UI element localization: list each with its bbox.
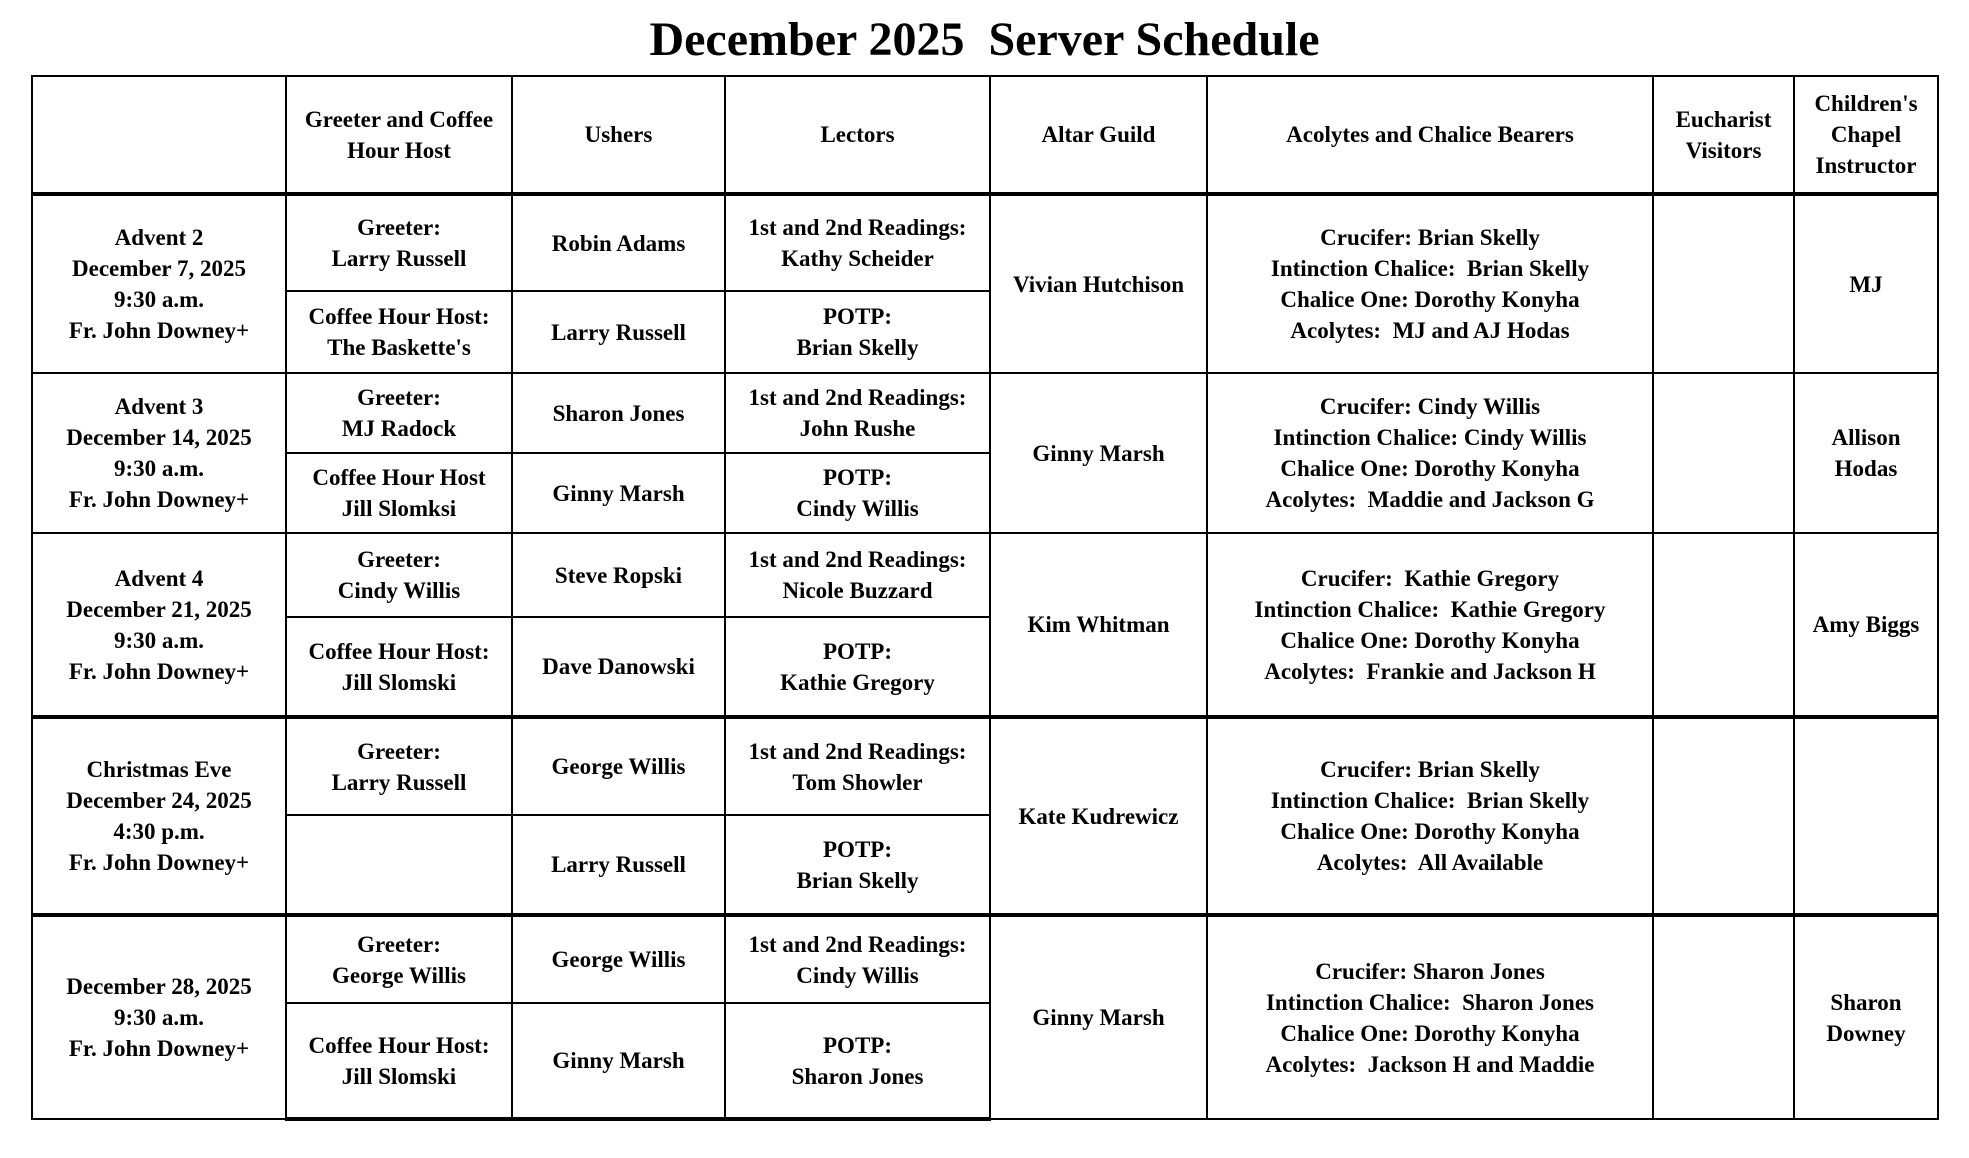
eucharist-cell <box>1653 717 1794 915</box>
acolyte-line: Acolytes: Frankie and Jackson H <box>1264 658 1596 684</box>
service-line: 9:30 a.m. <box>113 456 205 481</box>
schedule-row <box>32 194 1938 291</box>
altar-guild-cell: Kim Whitman <box>990 533 1207 717</box>
service-line: December 14, 2025 <box>66 425 252 450</box>
eucharist-cell <box>1653 915 1794 1119</box>
usher-cell: Robin Adams <box>512 194 725 291</box>
potp-line: Sharon Jones <box>791 1063 924 1089</box>
potp-line: Cindy Willis <box>796 496 919 521</box>
chapel-cell <box>1794 533 1938 717</box>
schedule-row <box>32 373 1938 453</box>
altar-guild-cell: Ginny Marsh <box>990 373 1207 533</box>
potp-cell <box>725 617 990 717</box>
acolyte-line: Chalice One: Dorothy Konyha <box>1280 287 1580 312</box>
chapel-cell <box>1794 717 1938 915</box>
service-line: Advent 4 <box>114 565 204 591</box>
potp-line: POTP: <box>823 836 892 862</box>
reading-line: Tom Showler <box>792 769 923 795</box>
coffee-host-cell <box>286 815 512 915</box>
service-line: 9:30 a.m. <box>113 627 205 653</box>
chapel-line: Allison <box>1831 425 1901 450</box>
potp-line: Kathie Gregory <box>780 669 935 695</box>
altar-guild-cell: Vivian Hutchison <box>990 194 1207 373</box>
header-text: Instructor <box>1815 153 1917 178</box>
chapel-line: Amy Biggs <box>1812 612 1920 637</box>
coffee-host-cell <box>286 617 512 717</box>
acolyte-line: Acolytes: Maddie and Jackson G <box>1265 487 1595 512</box>
chapel-cell <box>1794 373 1938 533</box>
potp-cell <box>725 1003 990 1119</box>
acolyte-line: Intinction Chalice: Brian Skelly <box>1270 788 1590 813</box>
service-line: Fr. John Downey+ <box>68 487 250 512</box>
eucharist-cell <box>1653 194 1794 373</box>
acolyte-line: Intinction Chalice: Brian Skelly <box>1270 256 1590 281</box>
service-line: 4:30 p.m. <box>113 819 205 844</box>
usher-cell: George Willis <box>512 915 725 1003</box>
service-cell <box>32 373 286 533</box>
usher-cell: Dave Danowski <box>512 617 725 717</box>
potp-line: POTP: <box>823 304 892 329</box>
header-row <box>32 76 1938 194</box>
acolyte-line: Chalice One: Dorothy Konyha <box>1280 819 1580 844</box>
acolyte-line: Chalice One: Dorothy Konyha <box>1280 1020 1580 1046</box>
acolyte-line: Acolytes: MJ and AJ Hodas <box>1290 318 1570 343</box>
acolyte-line: Intinction Chalice: Cindy Willis <box>1273 425 1587 450</box>
acolyte-line: Intinction Chalice: Sharon Jones <box>1265 989 1594 1015</box>
reading-line: John Rushe <box>799 416 916 441</box>
reading-line: 1st and 2nd Readings: <box>748 931 967 957</box>
potp-line: POTP: <box>823 638 892 664</box>
coffee-host-cell <box>286 453 512 533</box>
header-lectors: Lectors <box>725 76 990 194</box>
greeter-cell <box>286 533 512 617</box>
usher-cell: Ginny Marsh <box>512 1003 725 1119</box>
header-text: Chapel <box>1830 122 1902 147</box>
greeter-line: Greeter: <box>357 547 441 572</box>
coffee-host-cell <box>286 291 512 373</box>
service-cell <box>32 717 286 915</box>
acolytes-cell <box>1207 717 1653 915</box>
potp-line: POTP: <box>823 1032 892 1058</box>
coffee-host-cell <box>286 1003 512 1119</box>
reading-cell <box>725 373 990 453</box>
reading-line: Kathy Scheider <box>781 246 934 271</box>
schedule-body <box>32 194 1938 1119</box>
chapel-cell <box>1794 194 1938 373</box>
coffee-line: Coffee Hour Host <box>312 465 486 490</box>
greeter-line: George Willis <box>332 962 466 988</box>
greeter-line: Greeter: <box>357 738 441 764</box>
acolyte-line: Acolytes: All Available <box>1316 850 1544 875</box>
acolytes-cell <box>1207 373 1653 533</box>
acolyte-line: Chalice One: Dorothy Konyha <box>1280 627 1580 653</box>
reading-line: 1st and 2nd Readings: <box>748 215 967 240</box>
header-text: Visitors <box>1685 137 1762 163</box>
potp-line: POTP: <box>823 465 892 490</box>
service-line: Fr. John Downey+ <box>68 1036 250 1061</box>
acolyte-line: Crucifer: Brian Skelly <box>1320 757 1540 782</box>
service-cell <box>32 915 286 1119</box>
acolyte-line: Acolytes: Jackson H and Maddie <box>1265 1051 1595 1077</box>
altar-guild-cell: Kate Kudrewicz <box>990 717 1207 915</box>
chapel-line: Downey <box>1826 1020 1906 1046</box>
coffee-line: Jill Slomksi <box>341 496 457 521</box>
service-line: Fr. John Downey+ <box>68 850 250 875</box>
schedule-table <box>31 75 1939 1121</box>
usher-cell: Ginny Marsh <box>512 453 725 533</box>
greeter-cell <box>286 915 512 1003</box>
usher-cell: Sharon Jones <box>512 373 725 453</box>
greeter-line: Greeter: <box>357 215 441 240</box>
header-ushers: Ushers <box>512 76 725 194</box>
chapel-cell <box>1794 915 1938 1119</box>
service-line: 9:30 a.m. <box>113 1005 205 1030</box>
service-cell <box>32 533 286 717</box>
chapel-line: Sharon <box>1830 989 1902 1015</box>
header-text: Children's <box>1814 91 1918 116</box>
header-text: Eucharist <box>1675 106 1772 132</box>
coffee-line: Jill Slomski <box>341 669 457 695</box>
potp-cell <box>725 815 990 915</box>
service-line: Fr. John Downey+ <box>68 658 250 684</box>
potp-line: Brian Skelly <box>796 867 919 893</box>
greeter-line: Larry Russell <box>331 246 467 271</box>
reading-cell <box>725 915 990 1003</box>
service-cell <box>32 194 286 373</box>
reading-line: Nicole Buzzard <box>782 578 933 603</box>
usher-cell: Larry Russell <box>512 291 725 373</box>
usher-cell: Larry Russell <box>512 815 725 915</box>
acolyte-line: Crucifer: Kathie Gregory <box>1300 565 1560 591</box>
reading-cell <box>725 533 990 617</box>
acolyte-line: Intinction Chalice: Kathie Gregory <box>1254 596 1606 622</box>
acolyte-line: Crucifer: Cindy Willis <box>1319 394 1541 419</box>
greeter-cell <box>286 194 512 291</box>
altar-guild-cell: Ginny Marsh <box>990 915 1207 1119</box>
chapel-line: Hodas <box>1834 456 1898 481</box>
service-line: Fr. John Downey+ <box>68 318 250 343</box>
coffee-line: Jill Slomski <box>341 1063 457 1089</box>
coffee-line: Coffee Hour Host: <box>308 1032 490 1058</box>
header-eucharist-visitors <box>1653 76 1794 194</box>
reading-cell <box>725 194 990 291</box>
header-altar-guild: Altar Guild <box>990 76 1207 194</box>
coffee-line: Coffee Hour Host: <box>308 304 490 329</box>
schedule-row <box>32 717 1938 815</box>
header-acolytes: Acolytes and Chalice Bearers <box>1207 76 1653 194</box>
acolyte-line: Crucifer: Sharon Jones <box>1315 958 1545 984</box>
service-line: December 21, 2025 <box>66 596 252 622</box>
header-greeter-coffee <box>286 76 512 194</box>
service-line: Advent 3 <box>114 394 204 419</box>
acolytes-cell <box>1207 194 1653 373</box>
greeter-line: Cindy Willis <box>337 578 461 603</box>
acolytes-cell <box>1207 915 1653 1119</box>
greeter-line: Larry Russell <box>331 769 467 795</box>
acolyte-line: Crucifer: Brian Skelly <box>1320 225 1540 250</box>
greeter-line: Greeter: <box>357 385 441 410</box>
acolyte-line: Chalice One: Dorothy Konyha <box>1280 456 1580 481</box>
reading-line: Cindy Willis <box>796 962 919 988</box>
usher-cell: George Willis <box>512 717 725 815</box>
coffee-line: The Baskette's <box>327 335 471 360</box>
service-line: December 28, 2025 <box>66 974 252 999</box>
header-service <box>32 76 286 194</box>
page-title: December 2025 Server Schedule <box>649 13 1320 66</box>
header-text: Greeter and Coffee <box>304 106 494 132</box>
greeter-line: MJ Radock <box>341 416 457 441</box>
chapel-line: MJ <box>1849 271 1883 297</box>
potp-cell <box>725 453 990 533</box>
greeter-cell <box>286 717 512 815</box>
reading-line: 1st and 2nd Readings: <box>748 738 967 764</box>
potp-cell <box>725 291 990 373</box>
reading-cell <box>725 717 990 815</box>
eucharist-cell <box>1653 373 1794 533</box>
header-chapel-instructor <box>1794 76 1938 194</box>
service-line: Christmas Eve <box>86 757 232 782</box>
greeter-line: Greeter: <box>357 931 441 957</box>
greeter-cell <box>286 373 512 453</box>
potp-line: Brian Skelly <box>796 335 919 360</box>
usher-cell: Steve Ropski <box>512 533 725 617</box>
service-line: December 24, 2025 <box>66 788 252 813</box>
coffee-line: Coffee Hour Host: <box>308 638 490 664</box>
reading-line: 1st and 2nd Readings: <box>748 547 967 572</box>
service-line: Advent 2 <box>114 225 204 250</box>
reading-line: 1st and 2nd Readings: <box>748 385 967 410</box>
acolytes-cell <box>1207 533 1653 717</box>
service-line: December 7, 2025 <box>72 256 246 281</box>
schedule-row <box>32 915 1938 1003</box>
schedule-row <box>32 533 1938 617</box>
eucharist-cell <box>1653 533 1794 717</box>
header-text: Hour Host <box>347 137 451 163</box>
service-line: 9:30 a.m. <box>113 287 205 312</box>
